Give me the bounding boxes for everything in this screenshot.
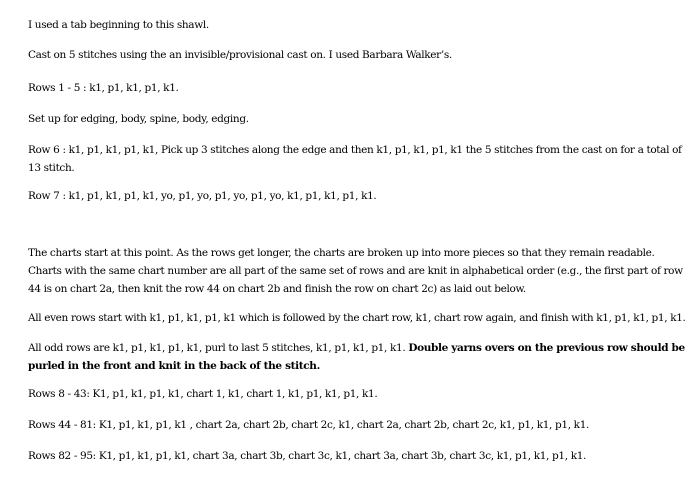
rows-8-43-instruction: Rows 8 - 43: K1, p1, k1, p1, k1, chart 1, k1, chart 1, k1, p1, k1, p1, k1. — [28, 388, 378, 400]
double-yarnover-note: Double yarns overs on the previous row should be purled in the front and knit in the back of the stitch. — [28, 342, 685, 372]
intro-tab-beginning: I used a tab beginning to this shawl. — [28, 19, 209, 31]
odd-rows-text: All odd rows are k1, p1, k1, p1, k1, purl to last 5 stitches, k1, p1, k1, p1, k1. — [28, 342, 409, 354]
rows-82-95-instruction: Rows 82 - 95: K1, p1, k1, p1, k1, chart 3a, chart 3b, chart 3c, k1, chart 3a, chart 3b, chart 3c, k1, p1, k1, p1, k1. — [28, 450, 587, 462]
even-rows-instruction: All even rows start with k1, p1, k1, p1, k1 which is followed by the chart row, k1, chart row again, and finish with k1, p1, k1, p1, k1. — [28, 312, 686, 324]
row-7-instruction: Row 7 : k1, p1, k1, p1, k1, yo, p1, yo, p1, yo, p1, yo, k1, p1, k1, p1, k1. — [28, 190, 377, 202]
rows-1-5-instruction: Rows 1 - 5 : k1, p1, k1, p1, k1. — [28, 82, 179, 94]
charts-intro-paragraph: The charts start at this point. As the rows get longer, the charts are broken up into more pieces so that they remain readable. Charts with the same chart number are all part of the same set of rows and are knit in alphabetical order (e.g., the first part of row 44 is on chart 2a, then knit the row 44 on chart 2b and finish the row on chart 2c) as laid out below. — [28, 247, 683, 295]
cast-on-instruction: Cast on 5 stitches using the an invisible/provisional cast on. I used Barbara Walker’s. — [28, 49, 452, 61]
rows-44-81-instruction: Rows 44 - 81: K1, p1, k1, p1, k1 , chart 2a, chart 2b, chart 2c, k1, chart 2a, chart 2b, chart 2c, k1, p1, k1, p1, k1. — [28, 419, 590, 431]
setup-instruction: Set up for edging, body, spine, body, edging. — [28, 113, 249, 125]
odd-rows-instruction — [28, 339, 688, 375]
row-6-instruction: Row 6 : k1, p1, k1, p1, k1, Pick up 3 stitches along the edge and then k1, p1, k1, p1, k1 the 5 stitches from the cast on for a total of 13 stitch. — [28, 144, 682, 174]
